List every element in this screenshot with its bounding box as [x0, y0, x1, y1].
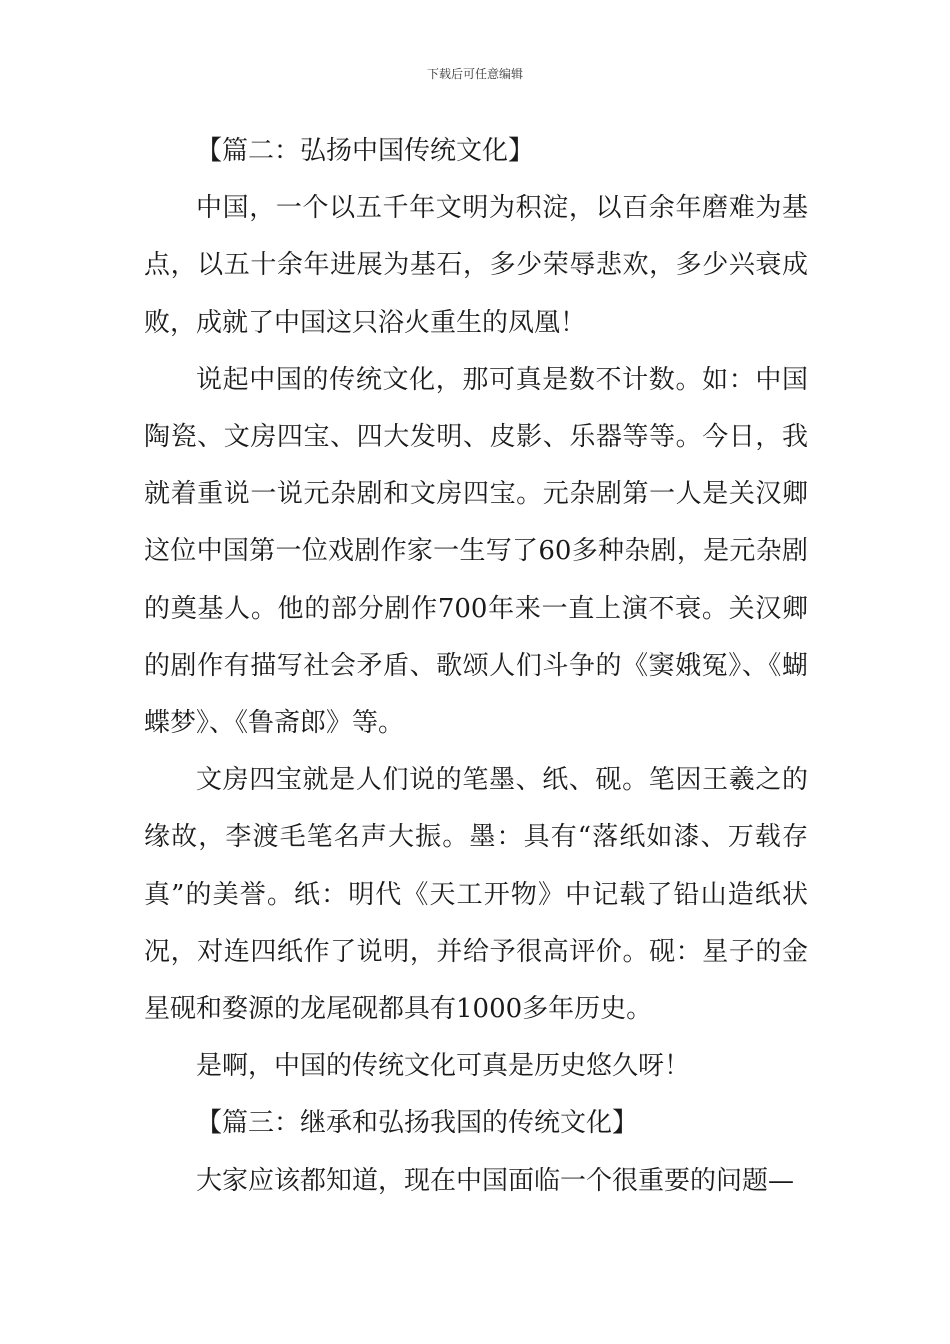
paragraph: 中国，一个以五千年文明为积淀，以百余年磨难为基点，以五十余年进展为基石，多少荣辱悲欢，多少兴衰成败，成就了中国这只浴火重生的凤凰！ — [144, 193, 808, 338]
paragraph: 说起中国的传统文化，那可真是数不计数。如：中国陶瓷、文房四宝、四大发明、皮影、乐器等等。今日，我就着重说一说元杂剧和文房四宝。元杂剧第一人是关汉卿这位中国第一位戏剧作家一生写了60多种杂剧，是元杂剧的奠基人。他的部分剧作700年来一直上演不衰。关汉卿的剧作有描写社会矛盾、歌颂人们斗争的《窦娥冤》、《蝴蝶梦》、《鲁斋郎》等。 — [144, 364, 808, 739]
document-body — [144, 123, 808, 1210]
paragraph: 是啊，中国的传统文化可真是历史悠久呀！ — [196, 1051, 691, 1082]
paragraph: 文房四宝就是人们说的笔墨、纸、砚。笔因王羲之的缘故，李渡毛笔名声大振。墨：具有“落纸如漆、万载存真”的美誉。纸：明代《天工开物》中记载了铅山造纸状况，对连四纸作了说明，并给予很高评价。砚：星子的金星砚和婺源的龙尾砚都具有1000多年历史。 — [144, 765, 808, 1025]
section-heading-3: 【篇三：继承和弘扬我国的传统文化】 — [196, 1108, 639, 1139]
paragraph: 大家应该都知道，现在中国面临一个很重要的问题— — [196, 1165, 795, 1196]
section-heading-2: 【篇二：弘扬中国传统文化】 — [196, 136, 535, 166]
page-header: 下载后可任意编辑 — [426, 67, 523, 81]
